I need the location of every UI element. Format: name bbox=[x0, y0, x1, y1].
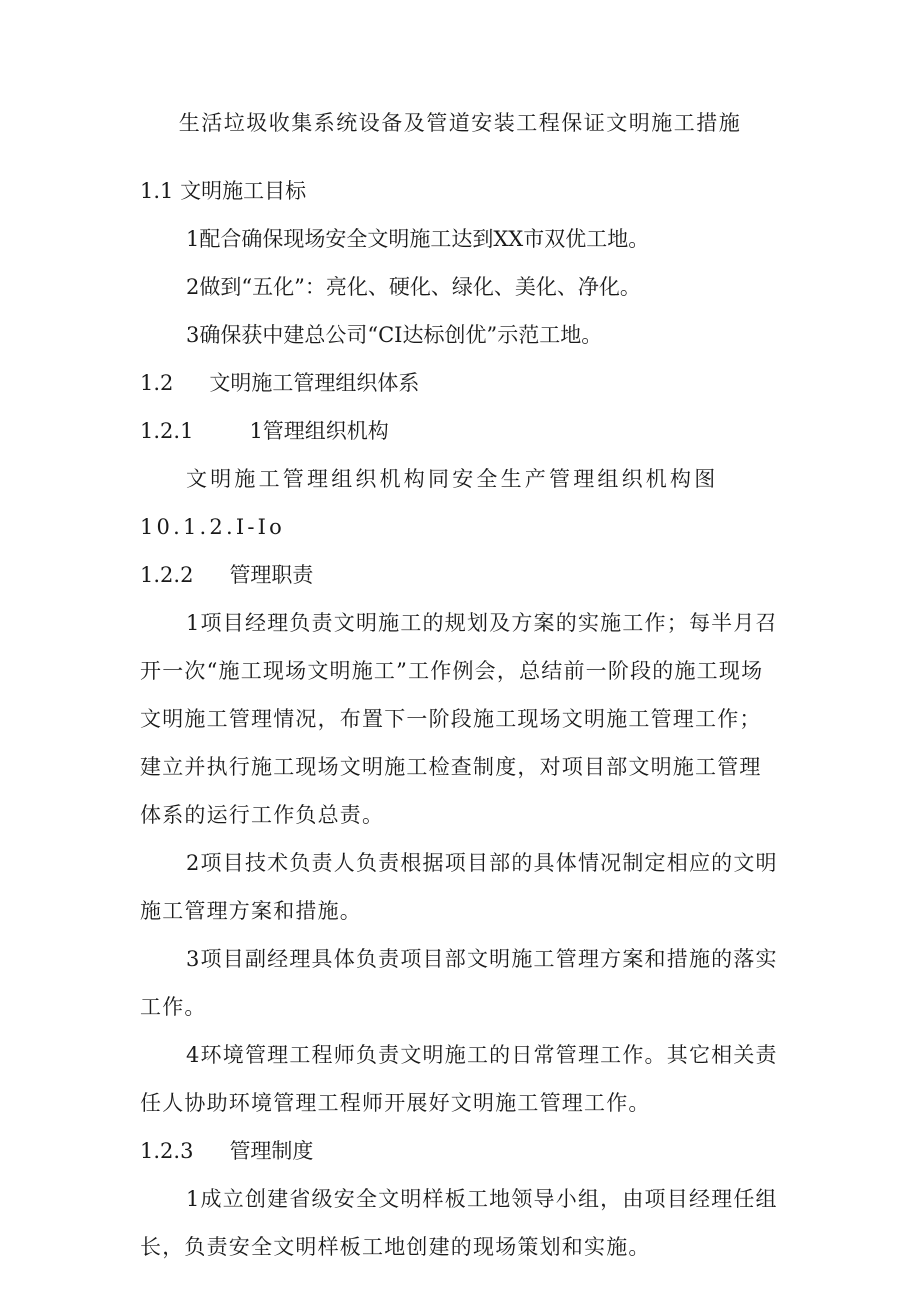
section-title: 1管理组织机构 bbox=[249, 419, 389, 443]
duty-paragraph: 4环境管理工程师负责文明施工的日常管理工作。其它相关责任人协助环境管理工程师开展好文明施工管理工作。 bbox=[140, 1043, 778, 1115]
document-title: 生活垃圾收集系统设备及管道安装工程保证文明施工措施 bbox=[178, 111, 742, 135]
rule-paragraph: 1成立创建省级安全文明样板工地领导小组，由项目经理任组长，负责安全文明样板工地创建的现场策划和实施。 bbox=[140, 1187, 778, 1259]
duty-paragraph: 2项目技术负责人负责根据项目部的具体情况制定相应的文明施工管理方案和措施。 bbox=[140, 851, 778, 923]
goal-item: 1配合确保现场安全文明施工达到XX市双优工地。 bbox=[186, 227, 650, 251]
section-heading-1-1 bbox=[140, 176, 306, 206]
section-title: 管理职责 bbox=[229, 563, 314, 587]
duty-paragraph: 1项目经理负责文明施工的规划及方案的实施工作；每半月召开一次“施工现场文明施工”工作例会，总结前一阶段的施工现场文明施工管理情况，布置下一阶段施工现场文明施工管理工作；建立并执行施工现场文明施工检查制度，对项目部文明施工管理体系的运行工作负总责。 bbox=[140, 611, 778, 827]
section-heading-1-2-1 bbox=[140, 416, 389, 446]
section-heading-1-2 bbox=[140, 368, 419, 398]
section-number: 1.2 bbox=[140, 371, 174, 395]
section-title: 文明施工目标 bbox=[180, 179, 307, 203]
section-title: 文明施工管理组织体系 bbox=[209, 371, 420, 395]
section-number: 1.2.3 bbox=[140, 1139, 194, 1163]
goal-item: 2做到“五化”：亮化、硬化、绿化、美化、净化。 bbox=[186, 275, 641, 299]
goal-item: 3确保获中建总公司“CI达标创优”示范工地。 bbox=[186, 323, 603, 347]
section-number: 1.2.1 bbox=[140, 419, 194, 443]
section-title: 管理制度 bbox=[229, 1139, 314, 1163]
duty-paragraph: 3项目副经理具体负责项目部文明施工管理方案和措施的落实工作。 bbox=[140, 947, 778, 1019]
section-number: 1.2.2 bbox=[140, 563, 194, 587]
section-heading-1-2-3 bbox=[140, 1136, 313, 1166]
org-structure-text: 文明施工管理组织机构同安全生产管理组织机构图10.1.2.I-Io bbox=[140, 467, 719, 539]
section-heading-1-2-2 bbox=[140, 560, 313, 590]
section-number: 1.1 bbox=[140, 179, 174, 203]
